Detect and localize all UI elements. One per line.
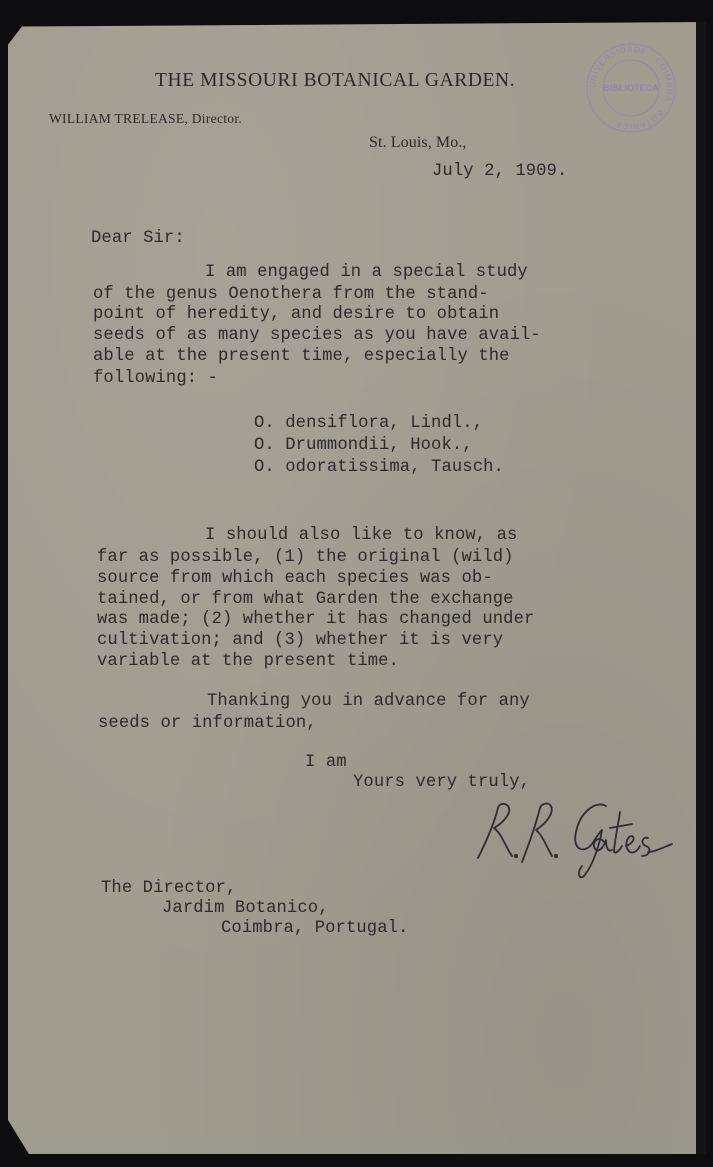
para2-line: I should also like to know, as	[205, 526, 518, 545]
stamp-inner-text: BIBLIOTECA	[603, 83, 659, 93]
letterhead-director: WILLIAM TRELEASE, Director.	[49, 111, 243, 126]
para2-line: source from which each species was ob-	[97, 569, 493, 588]
para1-line: following: -	[93, 369, 218, 388]
para1-line: point of heredity, and desire to obtain	[93, 305, 500, 324]
letterhead-institution: THE MISSOURI BOTANICAL GARDEN.	[155, 70, 516, 91]
para2-line: far as possible, (1) the original (wild)	[97, 548, 514, 567]
para1-line: seeds of as many species as you have avail-	[93, 326, 541, 345]
letterhead-place: St. Louis, Mo.,	[369, 134, 467, 151]
para1-line: I am engaged in a special study	[205, 263, 528, 282]
para2-line: was made; (2) whether it has changed under	[97, 610, 535, 629]
para3-line: Thanking you in advance for any	[207, 692, 530, 711]
species-item: O. densiflora, Lindl.,	[254, 414, 484, 433]
species-item: O. odoratissima, Tausch.	[254, 458, 504, 477]
para1-line: of the genus Oenothera from the stand-	[93, 285, 489, 304]
stamp-outer-text: UNIVERSIDADE · COIMBRA · BOTANICA	[587, 44, 675, 132]
species-item: O. Drummondii, Hook.,	[254, 436, 473, 455]
para2-line: variable at the present time.	[97, 652, 400, 671]
paper-shadow-edge	[696, 22, 706, 1154]
recipient-line: Coimbra, Portugal.	[221, 919, 409, 938]
para2-line: cultivation; and (3) whether it is very	[97, 631, 504, 650]
para3-line: seeds or information,	[98, 714, 317, 733]
closing-line: I am	[305, 753, 347, 772]
salutation: Dear Sir:	[91, 229, 185, 248]
signature	[472, 794, 686, 880]
para1-line: able at the present time, especially the	[93, 347, 510, 366]
recipient-line: The Director,	[101, 879, 237, 898]
letter-date: July 2, 1909.	[432, 162, 568, 181]
closing-line: Yours very truly,	[353, 773, 531, 792]
recipient-line: Jardim Botanico,	[162, 899, 329, 918]
para2-line: tained, or from what Garden the exchange	[97, 590, 514, 609]
library-stamp	[583, 40, 679, 136]
